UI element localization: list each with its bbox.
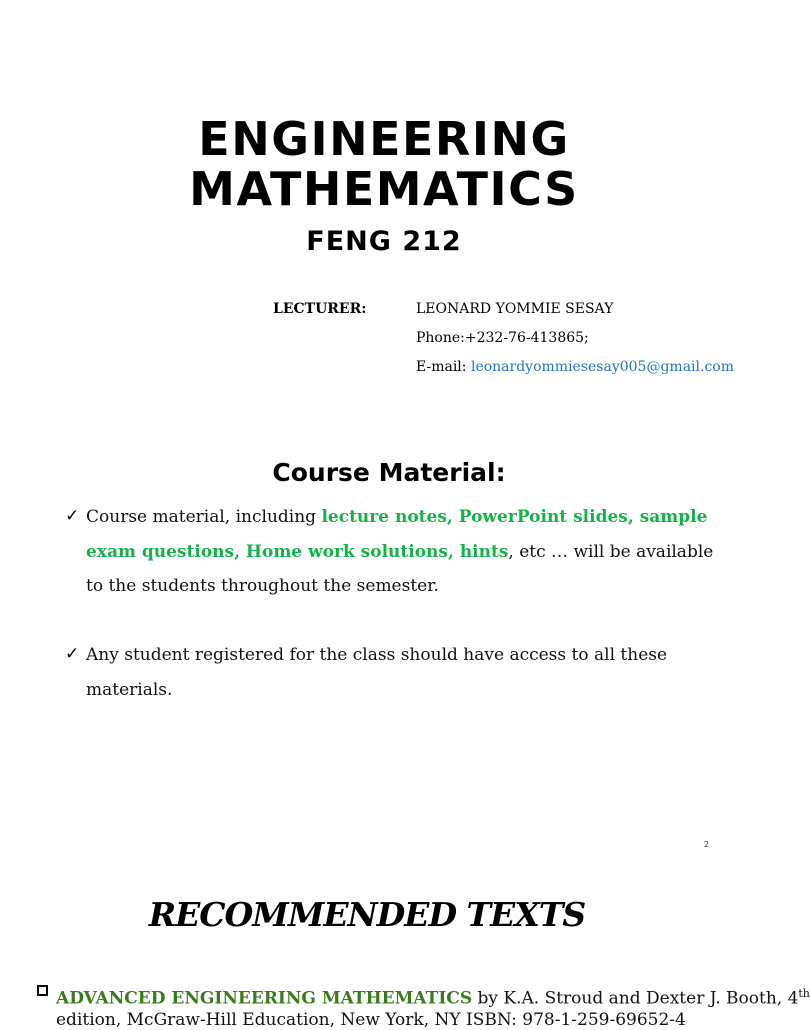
bullet-1-suffix: , etc … will be available to the students throughout the semester. [86, 541, 714, 596]
recommended-item-1-authors: by K.A. Stroud and Dexter J. Booth, 4 [472, 988, 799, 1009]
check-icon: ✓ [65, 644, 80, 664]
lecturer-email-row [416, 359, 734, 375]
recommended-item-1-edition-sup: th [798, 987, 810, 1000]
lecturer-label: LECTURER: [273, 301, 367, 317]
course-material-bullet-2: Any student registered for the class should have access to all these materials. [86, 645, 668, 700]
document-title-line-2: MATHEMATICS [189, 162, 579, 216]
recommended-item-1-line-2: edition, McGraw-Hill Education, New York, NY ISBN: 978-1-259-69652-4 [56, 1010, 686, 1030]
check-icon: ✓ [65, 506, 80, 526]
lecturer-phone: Phone:+232-76-413865; [416, 330, 589, 346]
recommended-texts-heading: RECOMMENDED TEXTS [148, 895, 586, 934]
recommended-item-1-title: ADVANCED ENGINEERING MATHEMATICS [56, 988, 473, 1009]
email-link[interactable]: leonardyommiesesay005@gmail.com [470, 359, 734, 375]
course-material-heading: Course Material: [272, 458, 506, 487]
course-code: FENG 212 [306, 226, 462, 257]
lecturer-name: LEONARD YOMMIE SESAY [416, 301, 614, 317]
recommended-item-1 [56, 980, 810, 1013]
bullet-1-highlight: lecture notes, PowerPoint slides, sample exam questions, Home work solutions, hints [86, 507, 708, 562]
page-number: 2 [704, 840, 710, 849]
email-label: E-mail: [416, 359, 471, 375]
checkbox-icon [37, 985, 48, 996]
document-title-line-1: ENGINEERING [198, 112, 570, 166]
bullet-1-prefix: Course material, including [86, 507, 322, 527]
course-material-bullet-1 [86, 500, 726, 604]
